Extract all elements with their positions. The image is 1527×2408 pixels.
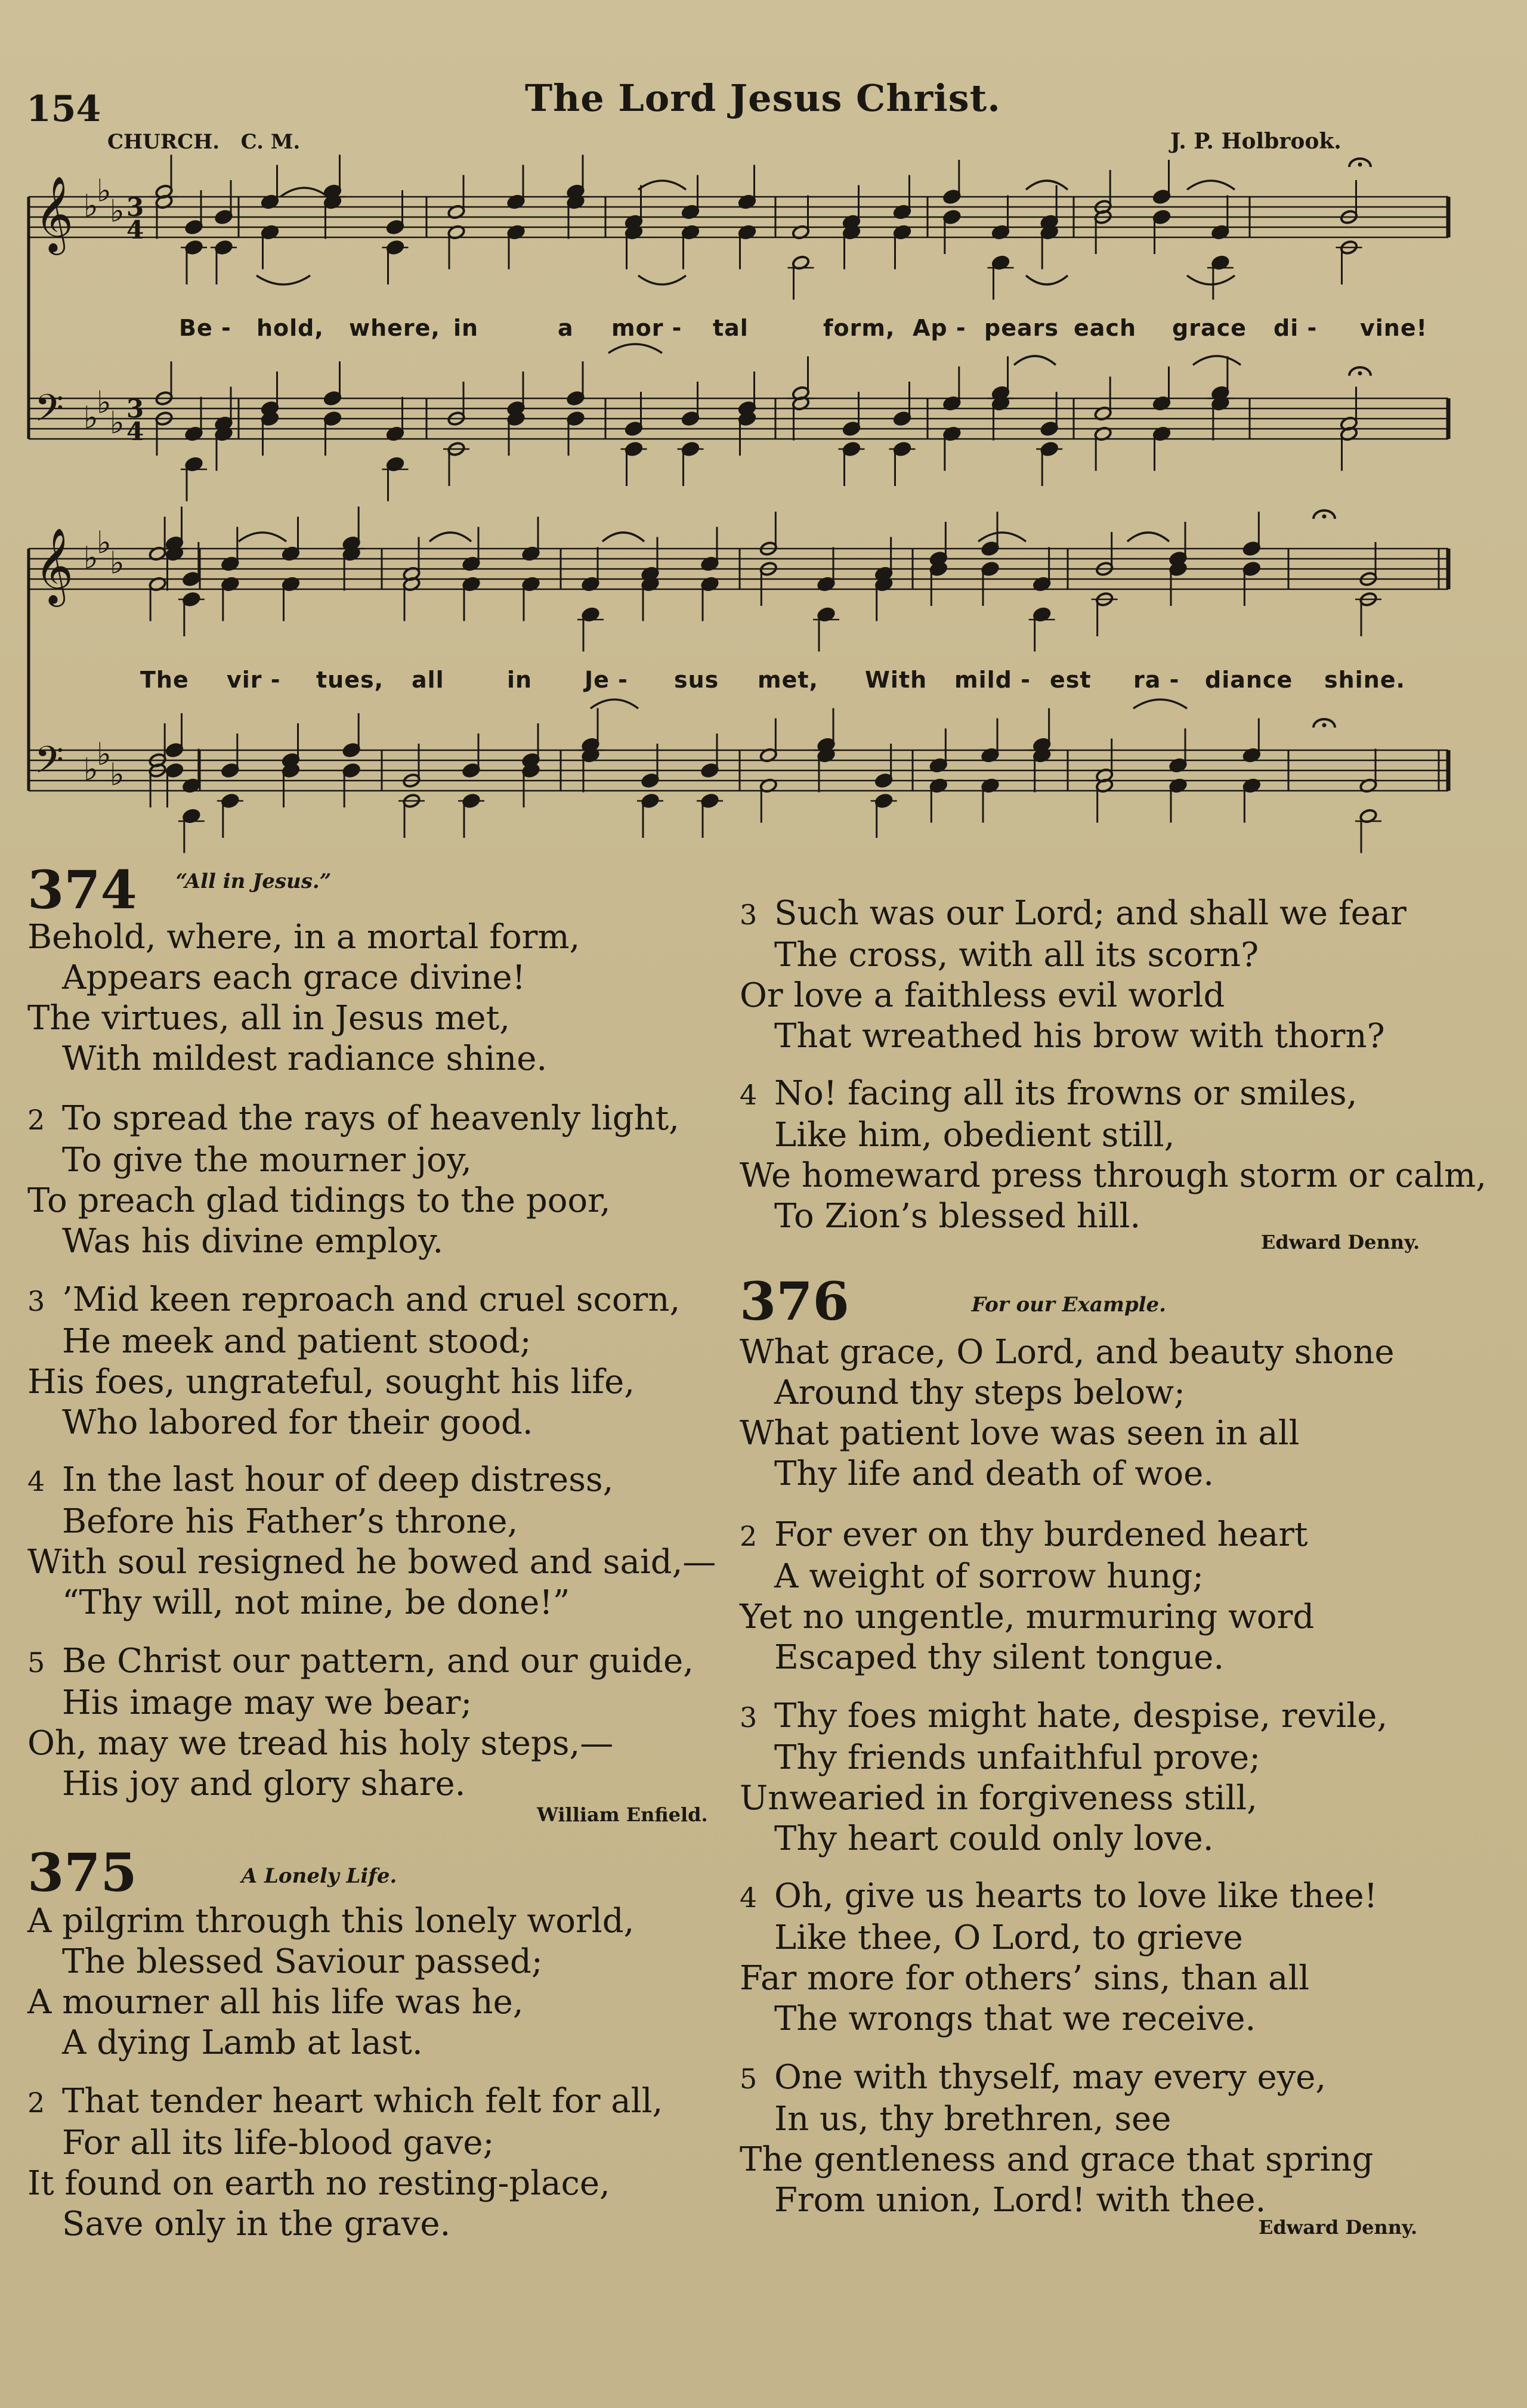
slur — [1187, 181, 1235, 190]
verse-line: Thy foes might hate, despise, revile, — [774, 1697, 1388, 1735]
verse-line: Was his divine employ. — [62, 1222, 444, 1261]
lyrics-system-1 — [0, 315, 1527, 345]
fermata-dot — [1358, 163, 1362, 167]
hymn-374-stanza-5 — [27, 1641, 694, 1805]
fermata-dot — [1358, 372, 1362, 376]
verse-line: For ever on thy burdened heart — [774, 1515, 1308, 1554]
lyric-syllable: ra - — [1133, 667, 1180, 693]
lyric-syllable: mild - — [954, 667, 1031, 693]
stanza-number: 3 — [740, 899, 758, 931]
verse-line: We homeward press through storm or calm, — [740, 1156, 1487, 1195]
verse-line: Escaped thy silent tongue. — [774, 1638, 1225, 1677]
slur — [1026, 181, 1068, 190]
verse-line: To give the mourner joy, — [62, 1141, 472, 1180]
time-signature-top: 3 — [126, 193, 144, 222]
slur — [638, 276, 686, 284]
tune-meter: C. M. — [240, 130, 301, 154]
verse-line: Before his Father’s throne, — [62, 1502, 518, 1541]
lyric-syllable: vir - — [227, 667, 281, 693]
flat-sign: ♭ — [84, 540, 98, 576]
slur — [591, 700, 638, 708]
flat-sign: ♭ — [84, 188, 98, 224]
hymn-376-author: Edward Denny. — [1259, 2216, 1418, 2239]
flat-sign: ♭ — [97, 385, 112, 421]
hymn-number: 374 — [27, 859, 137, 921]
lyric-syllable: mor - — [611, 315, 682, 341]
lyric-syllable: tal — [713, 315, 749, 341]
lyric-syllable: in — [453, 315, 479, 341]
verse-line: In us, thy brethren, see — [774, 2100, 1171, 2138]
hymn-375-stanza-2 — [27, 2081, 663, 2245]
verse-line: Like thee, O Lord, to grieve — [774, 1918, 1243, 1957]
slur — [1127, 533, 1169, 541]
flat-sign: ♭ — [110, 193, 125, 230]
lyric-syllable: form, — [823, 315, 895, 341]
page-number: 154 — [26, 88, 101, 130]
verse-line: The blessed Saviour passed; — [62, 1942, 543, 1981]
slur — [978, 533, 1026, 541]
stanza-number: 4 — [740, 1881, 758, 1914]
verse-line: Save only in the grave. — [62, 2205, 451, 2243]
hymn-376-heading — [740, 1270, 1166, 1332]
flat-sign: ♭ — [110, 405, 125, 441]
verse-line: From union, Lord! with thee. — [774, 2181, 1266, 2220]
hymn-374-stanza-2 — [27, 1098, 679, 1262]
verse-line: To spread the rays of heavenly light, — [62, 1099, 679, 1138]
hymn-374-stanza-3 — [27, 1280, 680, 1443]
stanza-number: 4 — [27, 1465, 45, 1497]
music-score — [0, 0, 1527, 871]
hymn-number: 375 — [27, 1841, 137, 1904]
lyrics-system-2 — [0, 667, 1527, 697]
verse-line: The gentleness and grace that spring — [740, 2140, 1374, 2179]
lyric-syllable: in — [507, 667, 533, 693]
composer: J. P. Holbrook. — [1170, 129, 1341, 154]
lyric-syllable: Be - — [179, 315, 231, 341]
treble-clef: 𝄞 — [35, 175, 74, 252]
slur — [602, 533, 644, 541]
hymn-376-stanza-5 — [740, 2057, 1373, 2221]
flat-sign: ♭ — [110, 757, 125, 793]
verse-line: Thy friends unfaithful prove; — [774, 1738, 1261, 1777]
verse-line: For all its life-blood gave; — [62, 2124, 494, 2162]
bass-clef: 𝄢 — [35, 386, 64, 439]
time-signature-bottom: 4 — [126, 215, 144, 244]
lyric-syllable: shine. — [1324, 667, 1405, 693]
verse-line: His joy and glory share. — [62, 1765, 466, 1803]
stanza-number: 3 — [740, 1701, 758, 1734]
verse-line: What patient love was seen in all — [740, 1414, 1300, 1453]
verse-line: What grace, O Lord, and beauty shone — [740, 1333, 1395, 1372]
hymn-375-stanza-4 — [740, 1073, 1486, 1237]
slur — [1026, 276, 1068, 284]
verse-line: Oh, give us hearts to love like thee! — [774, 1877, 1378, 1915]
time-signature-bottom: 4 — [126, 417, 144, 446]
verse-line: One with thyself, may every eye, — [774, 2058, 1327, 2097]
flat-sign: ♭ — [84, 400, 98, 436]
hymn-374-stanza-1 — [27, 917, 580, 1079]
flat-sign: ♭ — [84, 752, 98, 788]
lyric-syllable: pears — [984, 315, 1059, 341]
lyric-syllable: met, — [758, 667, 818, 693]
lyric-syllable: Ap - — [913, 315, 966, 341]
time-signature-top: 3 — [126, 394, 144, 423]
hymn-374-heading — [27, 859, 331, 921]
verse-line: The wrongs that we receive. — [774, 2000, 1256, 2038]
flat-sign: ♭ — [97, 173, 112, 209]
stanza-number: 2 — [27, 2087, 45, 2119]
verse-line: It found on earth no resting-place, — [27, 2164, 610, 2203]
hymn-374-author: William Enfield. — [537, 1803, 708, 1826]
stanza-number: 2 — [27, 1104, 45, 1136]
verse-line: Thy life and death of woe. — [774, 1454, 1214, 1493]
verse-line: His image may we bear; — [62, 1683, 472, 1722]
lyric-syllable: est — [1050, 667, 1092, 693]
hymn-376-stanza-1 — [740, 1332, 1394, 1494]
fermata-dot — [1322, 723, 1327, 728]
lyric-syllable: all — [412, 667, 444, 693]
verse-line: Or love a faithless evil world — [740, 976, 1225, 1015]
verse-line: A pilgrim through this lonely world, — [27, 1902, 635, 1940]
lyric-syllable: Je - — [585, 667, 628, 693]
slur — [1193, 356, 1241, 365]
hymn-375-stanza-1 — [27, 1901, 634, 2063]
lyric-syllable: tues, — [316, 667, 384, 693]
verse-line: With mildest radiance shine. — [62, 1039, 548, 1078]
hymn-375-stanza-3 — [740, 893, 1407, 1057]
hymn-title: “All in Jesus.” — [175, 869, 332, 893]
verse-line: That wreathed his brow with thorn? — [774, 1017, 1385, 1056]
verse-line: A dying Lamb at last. — [62, 2023, 423, 2062]
lyric-syllable: hold, — [256, 315, 324, 341]
treble-clef: 𝄞 — [35, 527, 74, 603]
bass-clef: 𝄢 — [35, 738, 64, 791]
verse-line: “Thy will, not mine, be done!” — [62, 1583, 570, 1622]
verse-line: His foes, ungrateful, sought his life, — [27, 1363, 635, 1401]
verse-line: Unwearied in forgiveness still, — [740, 1779, 1257, 1818]
verse-line: With soul resigned he bowed and said,— — [27, 1543, 716, 1581]
slur — [638, 181, 686, 190]
slur — [1187, 276, 1235, 284]
verse-line: Who labored for their good. — [62, 1403, 533, 1442]
lyric-syllable: di - — [1273, 315, 1318, 341]
verse-line: ’Mid keen reproach and cruel scorn, — [62, 1280, 681, 1319]
lyric-syllable: sus — [674, 667, 719, 693]
hymn-374-stanza-4 — [27, 1460, 716, 1623]
verse-line: Such was our Lord; and shall we fear — [774, 894, 1407, 933]
verse-line: The virtues, all in Jesus met, — [27, 999, 510, 1038]
verse-line: Yet no ungentle, murmuring word — [740, 1598, 1315, 1636]
lyric-syllable: diance — [1205, 667, 1293, 693]
flat-sign: ♭ — [97, 525, 112, 561]
verse-line: Be Christ our pattern, and our guide, — [62, 1642, 694, 1680]
verse-line: That tender heart which felt for all, — [62, 2082, 663, 2121]
flat-sign: ♭ — [97, 736, 112, 773]
verse-line: In the last hour of deep distress, — [62, 1460, 614, 1499]
hymn-title: A Lonely Life. — [241, 1864, 397, 1888]
hymn-375-author: Edward Denny. — [1261, 1231, 1420, 1253]
lyric-syllable: grace — [1172, 315, 1247, 341]
slur — [429, 533, 471, 541]
stanza-number: 5 — [27, 1646, 45, 1679]
lyric-syllable: where, — [349, 315, 440, 341]
slur — [1133, 700, 1187, 708]
hymn-375-heading — [27, 1841, 397, 1904]
verse-line: A mourner all his life was he, — [27, 1983, 524, 2022]
hymn-376-stanza-2 — [740, 1515, 1314, 1678]
fermata-dot — [1322, 515, 1327, 519]
stanza-number: 3 — [27, 1285, 45, 1317]
verse-line: Far more for others’ sins, than all — [740, 1959, 1310, 1998]
verse-line: To preach glad tidings to the poor, — [27, 1181, 611, 1220]
slur — [1014, 356, 1056, 365]
verse-line: Oh, may we tread his holy steps,— — [27, 1724, 614, 1763]
verse-line: To Zion’s blessed hill. — [774, 1197, 1141, 1236]
stanza-number: 2 — [740, 1520, 758, 1552]
hymn-376-stanza-4 — [740, 1876, 1377, 2039]
lyric-syllable: The — [140, 667, 189, 693]
lyric-syllable: each — [1074, 315, 1136, 341]
hymn-376-stanza-3 — [740, 1696, 1387, 1859]
flat-sign: ♭ — [110, 545, 125, 581]
hymn-number: 376 — [740, 1270, 849, 1332]
verse-line: Like him, obedient still, — [774, 1116, 1175, 1155]
tune-name: CHURCH. — [107, 130, 220, 154]
verse-line: No! facing all its frowns or smiles, — [774, 1074, 1358, 1113]
section-heading: The Lord Jesus Christ. — [525, 76, 1001, 120]
slur — [280, 188, 328, 197]
lyric-syllable: With — [865, 667, 928, 693]
verse-line: Around thy steps below; — [774, 1373, 1185, 1412]
lyric-syllable: a — [558, 315, 574, 341]
hymn-title: For our Example. — [971, 1293, 1167, 1317]
lyric-syllable: vine! — [1360, 315, 1427, 341]
stanza-number: 5 — [740, 2063, 758, 2095]
slur — [256, 276, 310, 284]
verse-line: Behold, where, in a mortal form, — [27, 918, 580, 957]
verse-line: Appears each grace divine! — [62, 958, 526, 997]
verse-line: The cross, with all its scorn? — [774, 936, 1259, 974]
verse-line: He meek and patient stood; — [62, 1322, 531, 1361]
stanza-number: 4 — [740, 1079, 758, 1111]
slur — [239, 533, 286, 541]
slur — [608, 344, 662, 353]
verse-line: Thy heart could only love. — [774, 1819, 1214, 1858]
verse-line: A weight of sorrow hung; — [774, 1557, 1204, 1596]
